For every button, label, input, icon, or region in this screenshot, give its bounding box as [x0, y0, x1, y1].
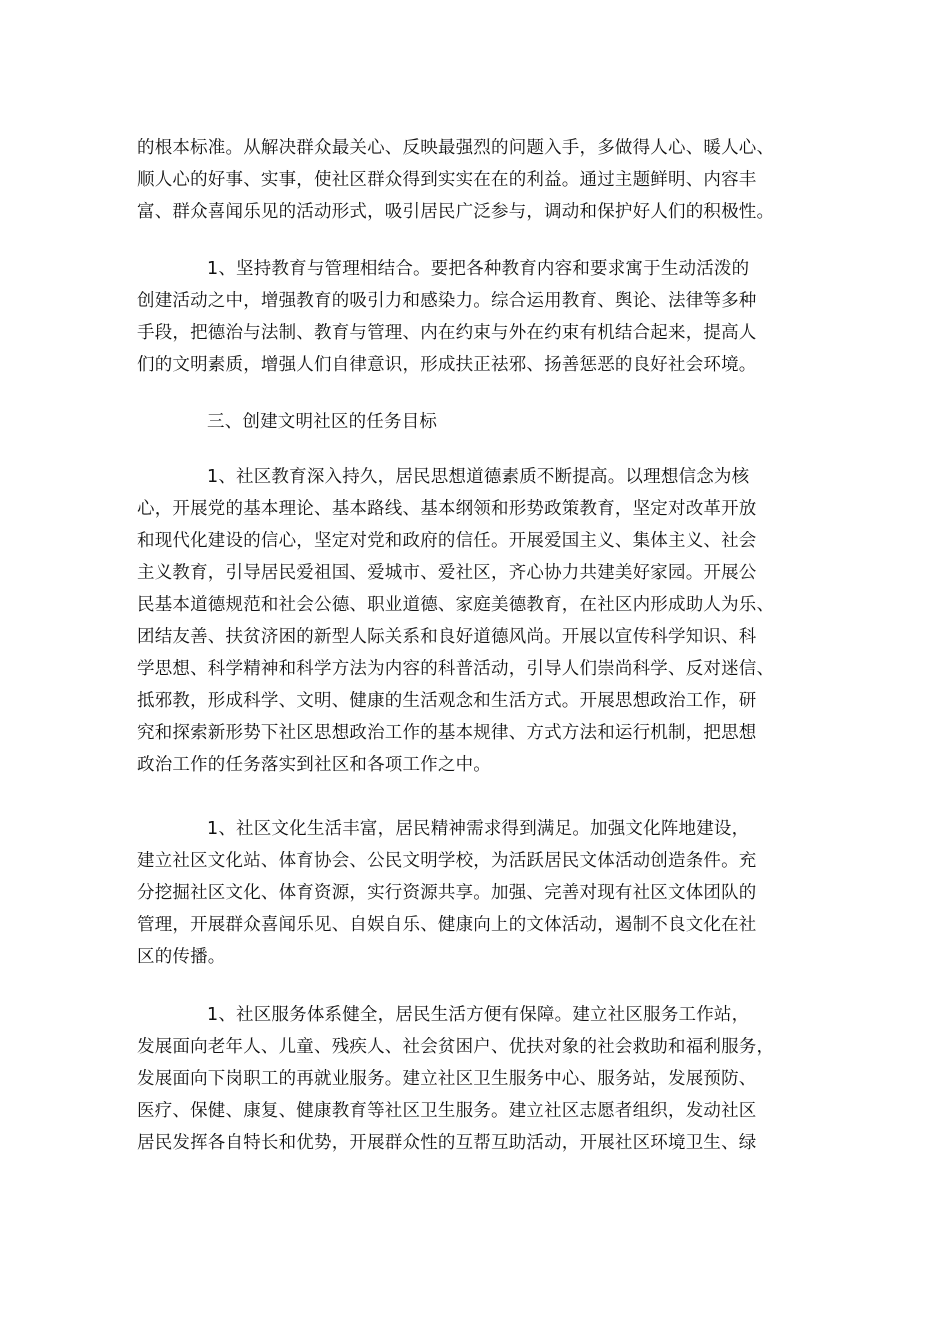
text-line: 政治工作的任务落实到社区和各项工作之中。 — [137, 755, 491, 775]
text-line: 1、社区文化生活丰富，居民精神需求得到满足。加强文化阵地建设， — [207, 819, 750, 839]
text-line: 1、社区教育深入持久，居民思想道德素质不断提高。以理想信念为核 — [207, 467, 750, 487]
text-line: 团结友善、扶贫济困的新型人际关系和良好道德风尚。开展以宣传科学知识、科 — [137, 627, 757, 647]
paragraph-2 — [137, 253, 827, 381]
text-line: 分挖掘社区文化、体育资源，实行资源共享。加强、完善对现有社区文体团队的 — [137, 883, 757, 903]
text-line: 区的传播。 — [137, 947, 226, 967]
text-line: 居民发挥各自特长和优势，开展群众性的互帮互助活动，开展社区环境卫生、绿 — [137, 1133, 757, 1153]
text-line: 们的文明素质，增强人们自律意识，形成扶正祛邪、扬善惩恶的良好社会环境。 — [137, 355, 757, 375]
text-line: 发展面向下岗职工的再就业服务。建立社区卫生服务中心、服务站，发展预防、 — [137, 1069, 757, 1089]
text-line: 主义教育，引导居民爱祖国、爱城市、爱社区，齐心协力共建美好家园。开展公 — [137, 563, 757, 583]
text-line: 的根本标准。从解决群众最关心、反映最强烈的问题入手，多做得人心、暖人心、 — [137, 138, 775, 158]
text-line: 学思想、科学精神和科学方法为内容的科普活动，引导人们崇尚科学、反对迷信、 — [137, 659, 775, 679]
text-line: 究和探索新形势下社区思想政治工作的基本规律、方式方法和运行机制，把思想 — [137, 723, 757, 743]
text-line: 手段，把德治与法制、教育与管理、内在约束与外在约束有机结合起来，提高人 — [137, 323, 757, 343]
text-line: 1、坚持教育与管理相结合。要把各种教育内容和要求寓于生动活泼的 — [207, 259, 750, 279]
paragraph-1 — [137, 132, 827, 228]
text-line: 抵邪教，形成科学、文明、健康的生活观念和生活方式。开展思想政治工作，研 — [137, 691, 757, 711]
heading-text: 三、创建文明社区的任务目标 — [207, 412, 438, 432]
text-line: 心，开展党的基本理论、基本路线、基本纲领和形势政策教育，坚定对改革开放 — [137, 499, 757, 519]
text-line: 民基本道德规范和社会公德、职业道德、家庭美德教育，在社区内形成助人为乐、 — [137, 595, 775, 615]
text-line: 和现代化建设的信心，坚定对党和政府的信任。开展爱国主义、集体主义、社会 — [137, 531, 757, 551]
text-line: 1、社区服务体系健全，居民生活方便有保障。建立社区服务工作站， — [207, 1005, 750, 1025]
section-heading — [137, 406, 827, 438]
text-line: 医疗、保健、康复、健康教育等社区卫生服务。建立社区志愿者组织，发动社区 — [137, 1101, 757, 1121]
text-line: 建立社区文化站、体育协会、公民文明学校，为活跃居民文体活动创造条件。充 — [137, 851, 757, 871]
paragraph-5 — [137, 999, 827, 1159]
text-line: 富、群众喜闻乐见的活动形式，吸引居民广泛参与，调动和保护好人们的积极性。 — [137, 202, 775, 222]
paragraph-4 — [137, 813, 827, 973]
text-line: 创建活动之中，增强教育的吸引力和感染力。综合运用教育、舆论、法律等多种 — [137, 291, 757, 311]
paragraph-3 — [137, 461, 827, 781]
text-line: 管理，开展群众喜闻乐见、自娱自乐、健康向上的文体活动，遏制不良文化在社 — [137, 915, 757, 935]
text-line: 发展面向老年人、儿童、残疾人、社会贫困户、优扶对象的社会救助和福利服务， — [137, 1037, 775, 1057]
text-line: 顺人心的好事、实事，使社区群众得到实实在在的利益。通过主题鲜明、内容丰 — [137, 170, 757, 190]
